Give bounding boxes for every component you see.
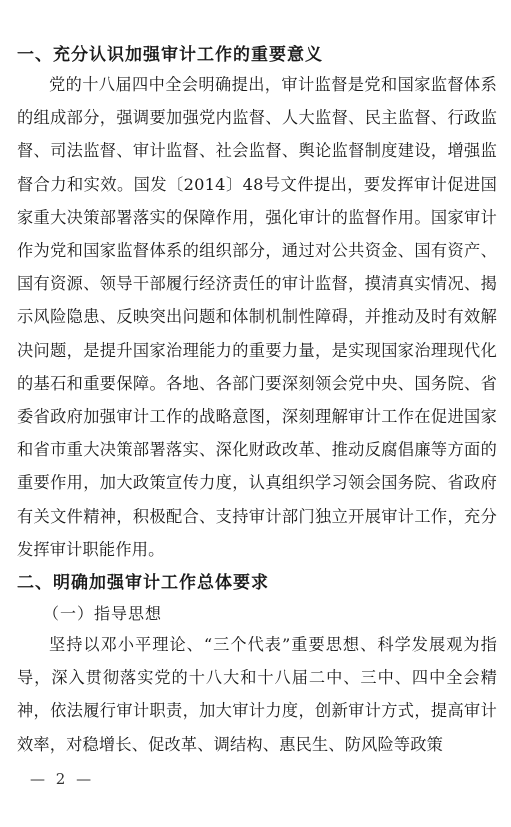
page-number: — 2 — [30, 770, 95, 788]
section-1-heading: 一、充分认识加强审计工作的重要意义 [17, 45, 323, 65]
section-2-subheading: （一）指导思想 [43, 604, 163, 623]
section-2-heading: 二、明确加强审计工作总体要求 [17, 573, 269, 593]
section-2-paragraph: 坚持以邓小平理论、“三个代表”重要思想、科学发展观为指导，深入贯彻落实党的十八大和十八届二中、三中、四中全会精神，依法履行审计职责，加大审计力度，创新审计方式，提高审计效率，对稳增长、促改革、调结构、惠民生、防风险等政策 [17, 635, 497, 754]
section-1-paragraph: 党的十八届四中全会明确提出，审计监督是党和国家监督体系的组成部分，强调要加强党内监督、人大监督、民主监督、行政监督、司法监督、审计监督、社会监督、舆论监督制度建设，增强监督合力和实效。国发〔2014〕48号文件提出，要发挥审计促进国家重大决策部署落实的保障作用，强化审计的监督作用。国家审计作为党和国家监督体系的组织部分，通过对公共资金、国有资产、国有资源、领导干部履行经济责任的审计监督，摸清真实情况、揭示风险隐患、反映突出问题和体制机制性障碍，并推动及时有效解决问题，是提升国家治理能力的重要力量，是实现国家治理现代化的基石和重要保障。各地、各部门要深刻领会党中央、国务院、省委省政府加强审计工作的战略意图，深刻理解审计工作在促进国家和省市重大决策部署落实、深化财政改革、推动反腐倡廉等方面的重要作用，加大政策宣传力度，认真组织学习领会国务院、省政府有关文件精神，积极配合、支持审计部门独立开展审计工作，充分发挥审计职能作用。 [17, 75, 497, 559]
